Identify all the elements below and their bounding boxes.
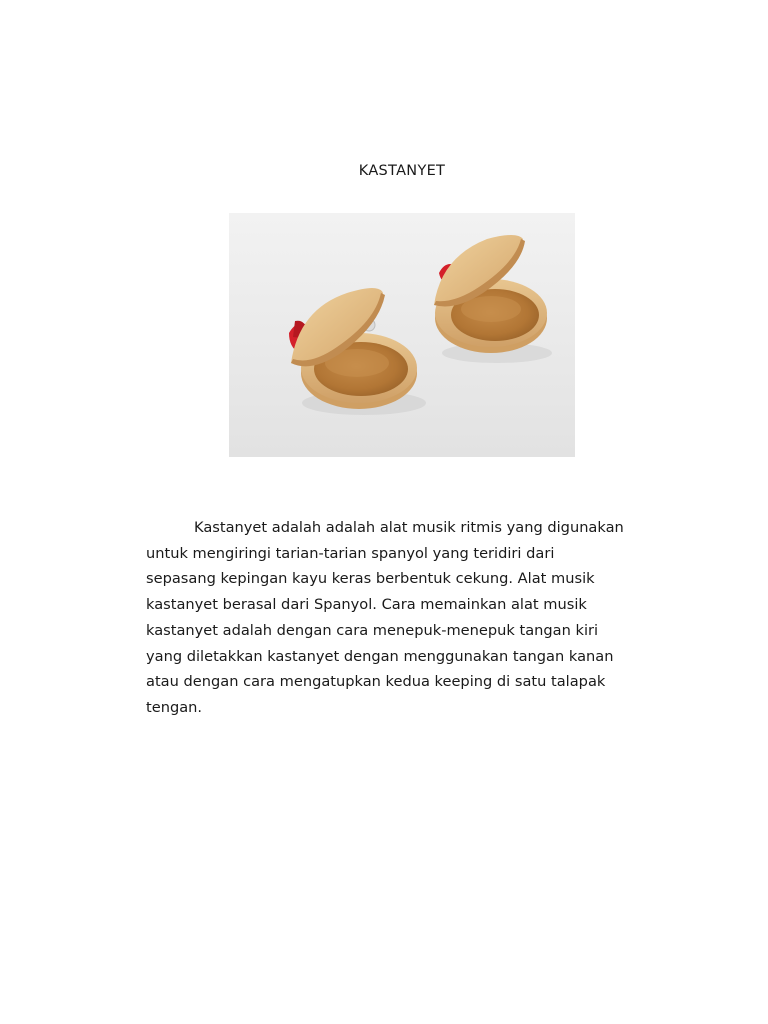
paragraph-line: sepasang kepingan kayu keras berbentuk cekung. Alat musik — [146, 570, 595, 588]
castanets-photo-icon — [229, 213, 575, 457]
castanets-photo — [229, 213, 575, 457]
body-paragraph — [146, 515, 656, 721]
line-text: Kastanyet adalah adalah alat musik ritmis yang digunakan — [194, 519, 624, 536]
paragraph-line — [146, 515, 656, 541]
page-title — [18, 163, 768, 179]
title-text: KASTANYET — [358, 163, 446, 179]
paragraph-line: kastanyet adalah dengan cara menepuk-menepuk tangan kiri — [146, 621, 599, 639]
paragraph-line: untuk mengiringi tarian-tarian spanyol yang teridiri dari — [146, 544, 555, 562]
paragraph-line: atau dengan cara mengatupkan kedua keeping di satu talapak — [146, 673, 606, 691]
paragraph-line: yang diletakkan kastanyet dengan menggunakan tangan kanan — [146, 647, 614, 665]
paragraph-line: tengan. — [146, 698, 203, 716]
paragraph-line: kastanyet berasal dari Spanyol. Cara memainkan alat musik — [146, 596, 587, 614]
